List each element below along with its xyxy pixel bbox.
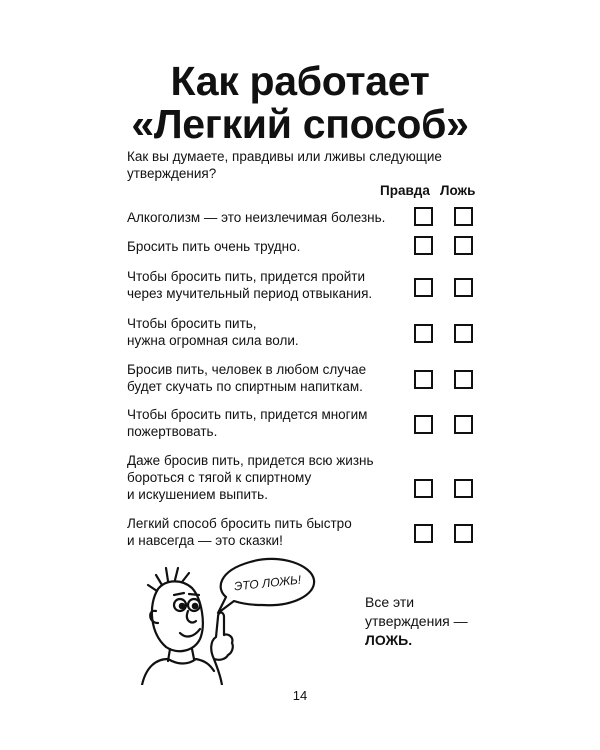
checkbox-truth-3[interactable] xyxy=(414,278,433,297)
checkbox-truth-1[interactable] xyxy=(414,207,433,226)
statement-line: бороться с тягой к спиртному xyxy=(127,470,312,485)
answer-emphasis-text: ЛОЖЬ. xyxy=(365,632,413,648)
statement-7 xyxy=(127,452,402,503)
statement-line: Бросить пить очень трудно. xyxy=(127,239,301,254)
answer-line-2: утверждения — xyxy=(365,613,468,629)
page-title-line-2: «Легкий способ» xyxy=(131,101,469,147)
checkbox-false-3[interactable] xyxy=(454,278,473,297)
hair xyxy=(148,568,189,591)
answer-line-1: Все эти xyxy=(365,594,415,610)
checkbox-truth-5[interactable] xyxy=(414,370,433,389)
statement-line: Бросив пить, человек в любом случае xyxy=(127,362,367,377)
head xyxy=(152,581,203,651)
statement-line: и навсегда — это сказки! xyxy=(127,533,283,548)
checkbox-truth-4[interactable] xyxy=(414,324,433,343)
column-header-false: Ложь xyxy=(440,183,476,198)
statement-line: Легкий способ бросить пить быстро xyxy=(127,516,352,531)
page-number: 14 xyxy=(292,688,308,703)
statement-4 xyxy=(127,315,402,349)
speech-bubble-text: ЭТО ЛОЖЬ! xyxy=(233,572,302,594)
intro-question: Как вы думаете, правдивы или лживы следующие утверждения? xyxy=(127,149,442,181)
statement-line: Чтобы бросить пить, придется пройти xyxy=(127,269,366,284)
checkbox-false-8[interactable] xyxy=(454,524,473,543)
statement-6 xyxy=(127,406,402,440)
page-title-line-1: Как работает xyxy=(170,58,430,104)
statement-line: пожертвовать. xyxy=(127,424,218,439)
statement-1 xyxy=(127,209,402,226)
answer-note xyxy=(365,593,485,650)
statement-line: Даже бросив пить, придется всю жизнь xyxy=(127,453,374,468)
checkbox-truth-6[interactable] xyxy=(414,415,433,434)
answer-emphasis xyxy=(365,631,485,650)
cartoon-man-illustration xyxy=(122,555,322,685)
statement-8 xyxy=(127,515,402,549)
checkbox-truth-8[interactable] xyxy=(414,524,433,543)
column-header-truth: Правда xyxy=(380,183,430,198)
statement-line: через мучительный период отвыкания. xyxy=(127,286,373,301)
statement-2 xyxy=(127,238,402,255)
checkbox-false-6[interactable] xyxy=(454,415,473,434)
checkbox-false-4[interactable] xyxy=(454,324,473,343)
statement-line: Алкоголизм — это неизлечимая болезнь. xyxy=(127,210,386,225)
statement-line: нужна огромная сила воли. xyxy=(127,333,299,348)
statement-line: Чтобы бросить пить, придется многим xyxy=(127,407,368,422)
ear xyxy=(150,611,158,623)
statement-3 xyxy=(127,268,402,302)
statement-line: и искушением выпить. xyxy=(127,487,268,502)
checkbox-truth-7[interactable] xyxy=(414,479,433,498)
statement-line: Чтобы бросить пить, xyxy=(127,316,257,331)
checkbox-false-5[interactable] xyxy=(454,370,473,389)
checkbox-false-1[interactable] xyxy=(454,207,473,226)
checkbox-false-7[interactable] xyxy=(454,479,473,498)
statement-line: будет скучать по спиртным напиткам. xyxy=(127,379,363,394)
statement-5 xyxy=(127,361,402,395)
checkbox-truth-2[interactable] xyxy=(414,236,433,255)
checkbox-false-2[interactable] xyxy=(454,236,473,255)
